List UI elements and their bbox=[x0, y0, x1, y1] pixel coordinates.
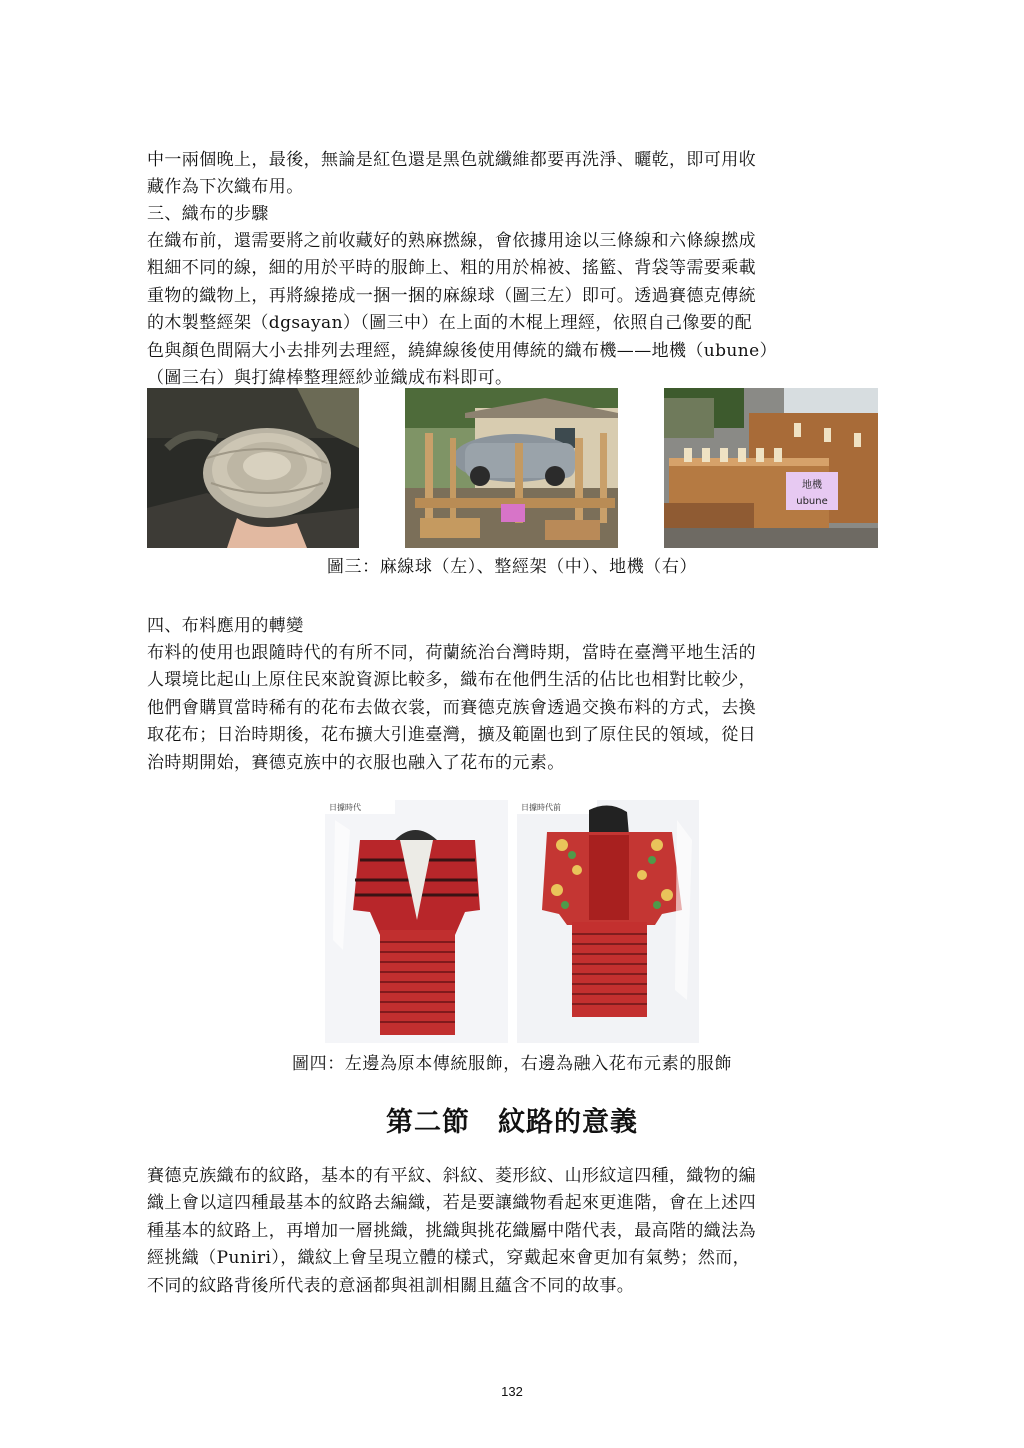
text-line: 織上會以這四種最基本的紋路去編織，若是要讓織物看起來更進階，會在上述四 bbox=[147, 1193, 756, 1214]
text-line: 中一兩個晚上，最後，無論是紅色還是黑色就纖維都要再洗淨、曬乾，即可用收 bbox=[147, 150, 756, 170]
text-line: 治時期開始，賽德克族中的衣服也融入了花布的元素。 bbox=[147, 752, 565, 773]
section-title: 第二節 紋路的意義 bbox=[386, 1107, 638, 1138]
text-line: 種基本的紋路上，再增加一層挑織，挑織與挑花織屬中階代表，最高階的織法為 bbox=[147, 1220, 756, 1241]
text-line: 人環境比起山上原住民來說資源比較多，織布在他們生活的佔比也相對比較少， bbox=[147, 670, 756, 691]
loom-sign-label-2: ubune bbox=[796, 496, 828, 507]
loom-sign-label-1: 地機 bbox=[802, 480, 822, 491]
dress-sign-right: 日據時代前 bbox=[521, 803, 561, 812]
text-line: 經挑織（Puniri），織紋上會呈現立體的樣式，穿戴起來會更加有氣勢；然而， bbox=[147, 1248, 751, 1269]
body-paragraph bbox=[147, 228, 877, 392]
photo-backstrap-loom bbox=[664, 388, 878, 548]
photo-traditional-dress bbox=[325, 800, 508, 1043]
continuation-paragraph bbox=[147, 147, 877, 202]
text-line: 的木製整經架（dgsayan）（圖三中）在上面的木棍上理經，依照自己像要的配 bbox=[147, 313, 753, 334]
body-paragraph bbox=[147, 1163, 877, 1300]
text-line: （圖三右）與打緯棒整理經紗並織成布料即可。 bbox=[147, 368, 513, 389]
page-number: 132 bbox=[501, 1384, 523, 1399]
text-line: 布料的使用也跟隨時代的有所不同，荷蘭統治台灣時期，當時在臺灣平地生活的 bbox=[147, 643, 756, 663]
dress-sign-left: 日據時代 bbox=[329, 803, 361, 812]
subsection-heading: 四、布料應用的轉變 bbox=[147, 616, 304, 636]
figure3-caption: 圖三：麻線球（左）、整經架（中）、地機（右） bbox=[326, 557, 698, 577]
text-line: 重物的織物上，再將線捲成一捆一捆的麻線球（圖三左）即可。透過賽德克傳統 bbox=[147, 285, 756, 306]
text-line: 藏作為下次織布用。 bbox=[147, 177, 304, 198]
text-line: 取花布；日治時期後，花布擴大引進臺灣，擴及範圍也到了原住民的領域，從日 bbox=[147, 725, 756, 746]
photo-yarn-ball bbox=[147, 388, 359, 548]
text-line: 他們會購買當時稀有的花布去做衣裳，而賽德克族會透過交換布料的方式，去換 bbox=[147, 697, 756, 718]
text-line: 不同的紋路背後所代表的意涵都與祖訓相關且蘊含不同的故事。 bbox=[147, 1275, 635, 1296]
text-line: 在織布前，還需要將之前收藏好的熟麻撚線，會依據用途以三條線和六條線撚成 bbox=[147, 231, 756, 251]
text-line: 賽德克族織布的紋路，基本的有平紋、斜紋、菱形紋、山形紋這四種，織物的編 bbox=[147, 1166, 756, 1186]
subsection-heading: 三、織布的步驟 bbox=[147, 204, 269, 224]
text-line: 粗細不同的線，細的用於平時的服飾上、粗的用於棉被、搖籃、背袋等需要乘載 bbox=[147, 258, 756, 279]
text-line: 色與顏色間隔大小去排列去理經，繞緯線後使用傳統的織布機——地機（ubune） bbox=[147, 340, 777, 361]
figure4-caption: 圖四：左邊為原本傳統服飾，右邊為融入花布元素的服飾 bbox=[292, 1054, 732, 1074]
photo-floral-dress bbox=[517, 800, 699, 1043]
photo-warping-frame bbox=[405, 388, 618, 548]
body-paragraph bbox=[147, 640, 877, 777]
